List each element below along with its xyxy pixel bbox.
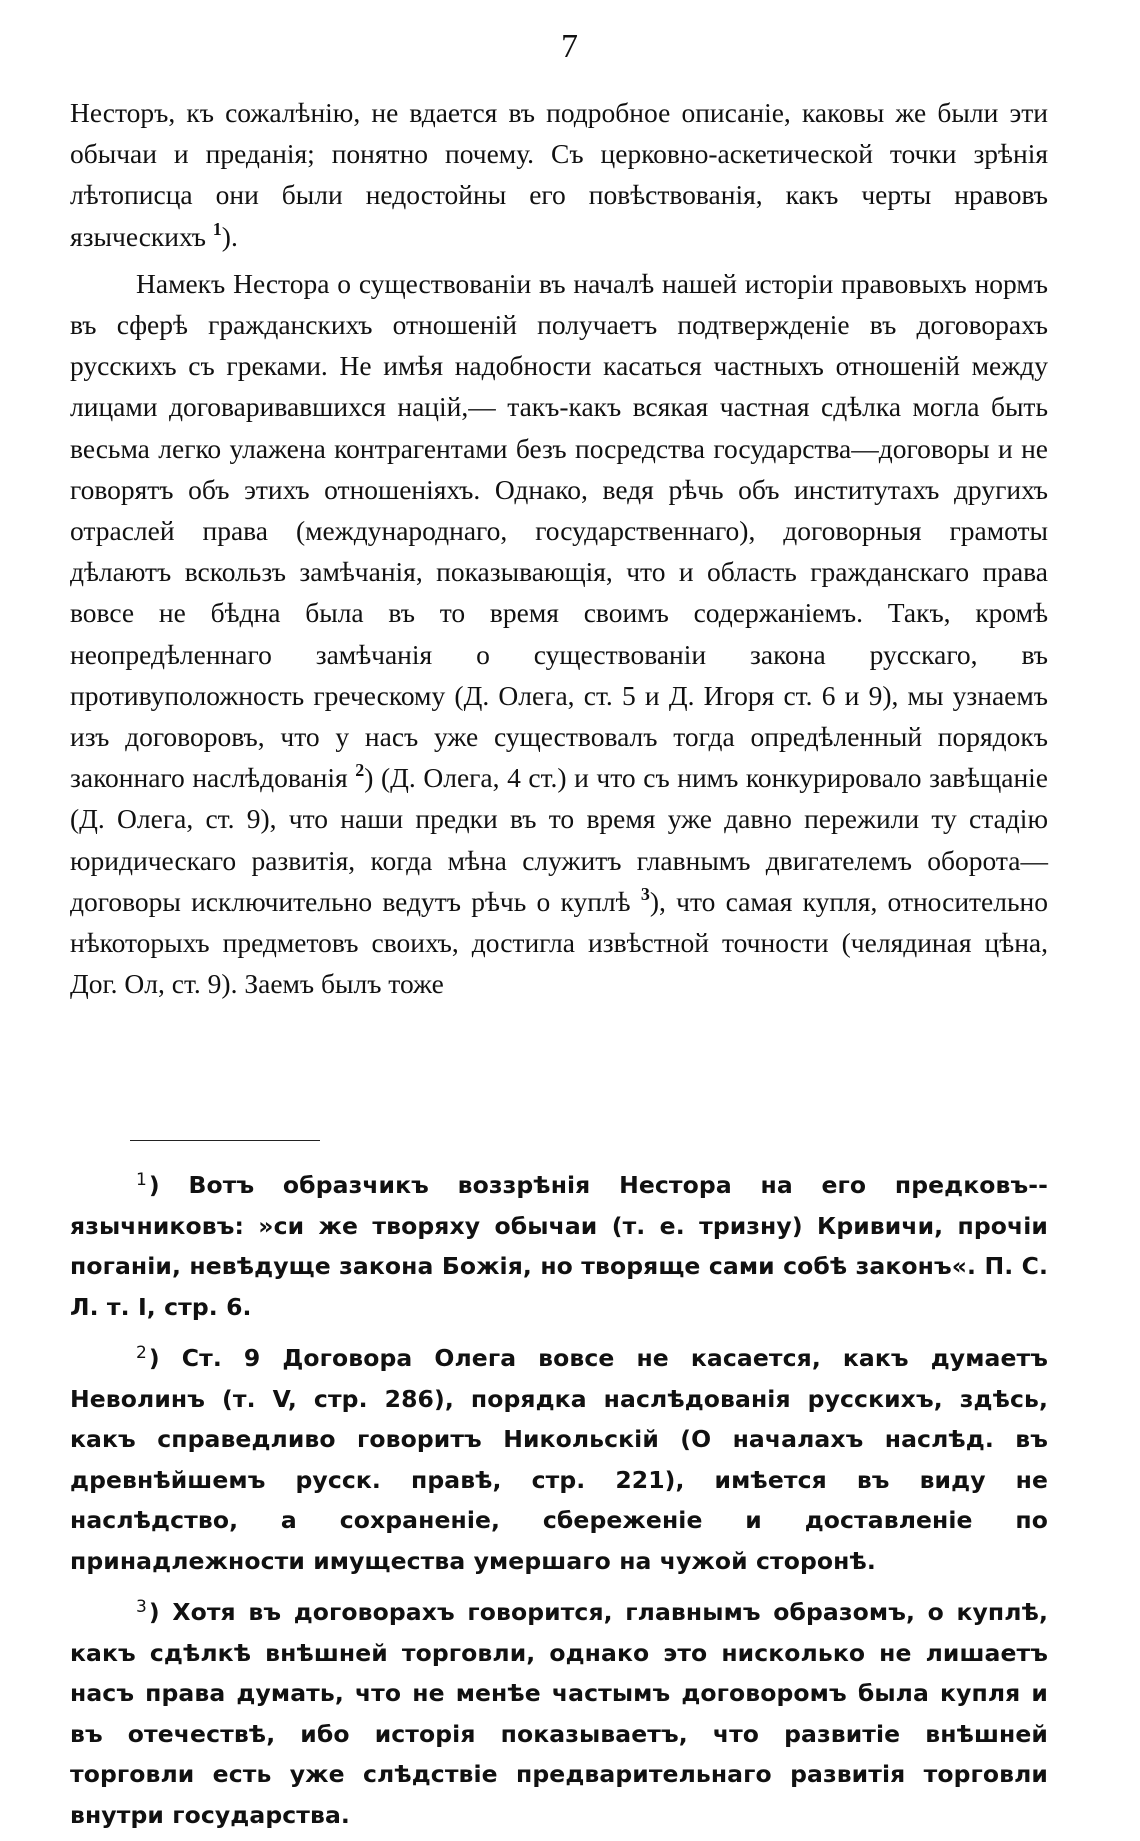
footnote-1-text: ) Вотъ образчикъ воззрѣнія Нестора на его предковъ--язычниковъ: »си же творяху обычаи (т. е. тризну) Кривичи, прочіи поганіи, невѣдуще закона Божія, но творяще сами собѣ законъ«. П. С. Л. т. I, стр. 6.: [70, 1171, 1048, 1321]
footnote-1: [70, 1160, 1048, 1327]
paragraph-1: [70, 92, 1048, 257]
page-number: 7: [561, 28, 579, 65]
footnote-separator-rule: [130, 1140, 320, 1141]
footnotes: [70, 1160, 1048, 1841]
footnote-ref-2: 2: [355, 760, 365, 781]
paragraph-2-part-2: ) (Д. Олега, 4 ст.) и что съ нимъ конкурировало завѣщаніе (Д. Олега, ст. 9), что наши предки въ то время уже давно пережили ту стадію юридическаго развитія, когда мѣна служитъ главнымъ двигателемъ оборота—договоры исключительно ведутъ рѣчь о куплѣ: [70, 762, 1049, 917]
footnote-1-mark: 1: [136, 1170, 147, 1190]
footnote-2-text: ) Ст. 9 Договора Олега вовсе не касается, какъ думаетъ Неволинъ (т. V, стр. 286), порядка наслѣдованія русскихъ, здѣсь, какъ справедливо говоритъ Никольскій (О началахъ наслѣд. въ древнѣйшемъ русск. правѣ, стр. 221), имѣется въ виду не наслѣдство, а сохраненіе, сбереженіе и доставленіе по принадлежности имущества умершаго на чужой сторонѣ.: [70, 1344, 1048, 1575]
footnote-2: [70, 1333, 1048, 1581]
footnote-3: [70, 1587, 1048, 1835]
footnote-ref-3: 3: [640, 883, 650, 904]
footnote-3-text: ) Хотя въ договорахъ говорится, главнымъ образомъ, о куплѣ, какъ сдѣлкѣ внѣшней торговли, однако это нисколько не лишаетъ насъ права думать, что не менѣе частымъ договоромъ была купля и въ отечествѣ, ибо исторія показываетъ, что развитіе внѣшней торговли есть уже слѣдствіе предварительнаго развитія торговли внутри государства.: [70, 1598, 1048, 1829]
footnote-ref-1: 1: [212, 218, 222, 239]
paragraph-1-tail: ).: [221, 220, 238, 252]
paragraph-2-part-1: Намекъ Нестора о существованіи въ началѣ нашей исторіи правовыхъ нормъ въ сферѣ гражданскихъ отношеній получаетъ подтвержденіе въ договорахъ русскихъ съ греками. Не имѣя надобности касаться частныхъ отношеній между лицами договаривавшихся націй,— такъ-какъ всякая частная сдѣлка могла быть весьма легко улажена контрагентами безъ посредства государства—договоры и не говорятъ объ этихъ отношеніяхъ. Однако, ведя рѣчь объ институтахъ другихъ отраслей права (международнаго, государственнаго), договорныя грамоты дѣлаютъ вскользъ замѣчанія, показывающія, что и область гражданскаго права вовсе не бѣдна была въ то время своимъ содержаніемъ. Такъ, кромѣ неопредѣленнаго замѣчанія о существованіи закона русскаго, въ противуположность греческому (Д. Олега, ст. 5 и Д. Игоря ст. 6 и 9), мы узнаемъ изъ договоровъ, что у насъ уже существовалъ тогда опредѣленный порядокъ законнаго наслѣдованія: [70, 267, 1048, 794]
paragraph-2: [70, 263, 1048, 1005]
main-text: [70, 92, 1048, 1004]
footnote-2-mark: 2: [136, 1343, 147, 1363]
paragraph-1-text: Несторъ, къ сожалѣнію, не вдается въ подробное описаніе, каковы же были эти обычаи и преданія; понятно почему. Съ церковно-аскетической точки зрѣнія лѣтописца они были недостойны его повѣствованія, какъ черты нравовъ языческихъ: [70, 97, 1048, 252]
paragraph-2-part-3: ), что самая купля, относительно нѣкоторыхъ предметовъ своихъ, достигла извѣстной точности (челядиная цѣна, Дог. Ол, ст. 9). Заемъ былъ тоже: [70, 885, 1048, 1000]
footnote-3-mark: 3: [136, 1597, 147, 1617]
